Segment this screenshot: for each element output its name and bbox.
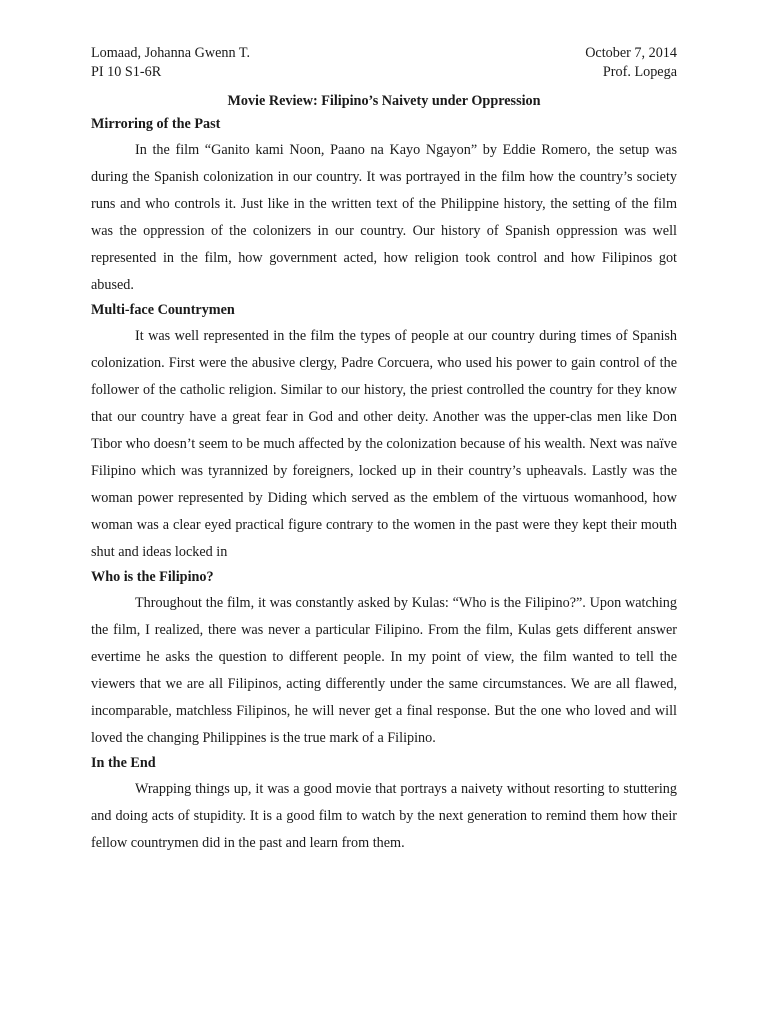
section-body-multi-face: It was well represented in the film the types of people at our country during times of Spanish colonization. First were the abusive clergy, Padre Corcuera, who used his power to gain control of the follower of the catholic religion. Similar to our history, the priest controlled the country for they know that our country have a great fear in God and other deity. Another was the upper-clas men like Don Tibor who doesn’t seem to be much affected by the colonization because of his wealth. Next was naïve Filipino which was tyrannized by foreigners, locked up in their country’s upheavals. Lastly was the woman power represented by Diding which served as the emblem of the virtuous womanhood, how woman was a clear eyed practical figure contrary to the women in the past were they kept their mouth shut and ideas locked in xyxy=(91,328,677,560)
course-code: PI 10 S1-6R xyxy=(91,64,162,80)
section-heading-who-is-filipino: Who is the Filipino? xyxy=(91,569,214,585)
section-heading-multi-face: Multi-face Countrymen xyxy=(91,302,235,318)
document-page xyxy=(91,44,677,857)
document-title: Movie Review: Filipino’s Naivety under Oppression xyxy=(227,93,541,109)
review-date: October 7, 2014 xyxy=(585,45,677,61)
section-body-in-the-end: Wrapping things up, it was a good movie that portrays a naivety without resorting to stuttering and doing acts of stupidity. It is a good film to watch by the next generation to remind them how their fellow countrymen did in the past and learn from them. xyxy=(91,781,677,851)
author-name: Lomaad, Johanna Gwenn T. xyxy=(91,45,251,61)
section-body-mirroring: In the film “Ganito kami Noon, Paano na Kayo Ngayon” by Eddie Romero, the setup was during the Spanish colonization in our country. It was portrayed in the film how the country’s society runs and who controls it. Just like in the written text of the Philippine history, the setting of the film was the oppression of the colonizers in our country. Our history of Spanish oppression was well represented in the film, how government acted, how religion took control and how Filipinos got abused. xyxy=(91,142,677,293)
section-heading-mirroring: Mirroring of the Past xyxy=(91,116,221,132)
professor-name: Prof. Lopega xyxy=(602,64,677,80)
header-row-2 xyxy=(91,63,677,82)
section-body-who-is-filipino: Throughout the film, it was constantly asked by Kulas: “Who is the Filipino?”. Upon watching the film, I realized, there was never a particular Filipino. From the film, Kulas gets different answer evertime he asks the question to different people. In my point of view, the film wanted to tell the viewers that we are all Filipinos, acting differently under the same circumstances. We are all flawed, incomparable, matchless Filipinos, he will never get a final response. But the one who loved and will loved the changing Philippines is the true mark of a Filipino. xyxy=(91,595,677,746)
section-heading-in-the-end: In the End xyxy=(91,755,156,771)
header-row-1 xyxy=(91,44,677,63)
